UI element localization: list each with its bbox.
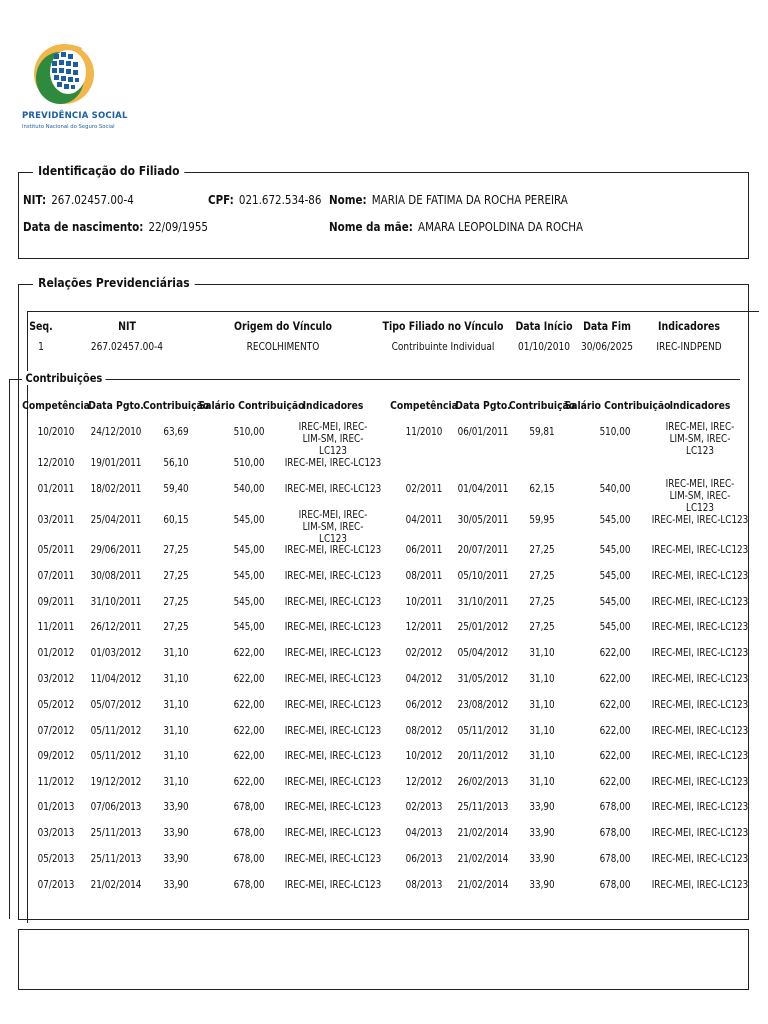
cell-indicadores: IREC-MEI, IREC-LC123	[284, 596, 382, 608]
vinculo-value-origem: RECOLHIMENTO	[246, 340, 320, 353]
footer-box	[18, 929, 749, 990]
cell-contribuicao: 27,25	[163, 570, 189, 582]
cell-salario: 622,00	[233, 750, 265, 762]
cell-competencia: 05/2013	[37, 853, 75, 865]
cell-competencia-2: 04/2013	[405, 827, 443, 839]
cell-data-pgto-2: 30/05/2011	[457, 514, 509, 526]
logo-subtitle: Instituto Nacional do Seguro Social	[22, 124, 115, 130]
cell-indicadores: IREC-MEI, IREC-LIM-SM, IREC-LC123	[298, 421, 368, 457]
cell-competencia: 07/2013	[37, 879, 75, 891]
vinculo-value-tipo: Contribuinte Individual	[391, 340, 495, 353]
nome-field	[329, 193, 568, 207]
cell-competencia: 05/2012	[37, 699, 75, 711]
cell-competencia-2: 06/2011	[405, 544, 443, 556]
nome-value: MARIA DE FATIMA DA ROCHA PEREIRA	[371, 193, 568, 207]
vinculo-header-nit: NIT	[118, 319, 136, 333]
cell-contribuicao-2: 27,25	[529, 570, 555, 582]
cell-indicadores-2: IREC-MEI, IREC-LC123	[651, 621, 749, 633]
cell-data-pgto: 26/12/2011	[90, 621, 142, 633]
cell-salario-2: 540,00	[599, 483, 631, 495]
cell-indicadores: IREC-MEI, IREC-LC123	[284, 776, 382, 788]
cell-data-pgto-2: 25/01/2012	[457, 621, 509, 633]
cell-data-pgto-2: 20/11/2012	[457, 750, 509, 762]
cell-salario-2: 622,00	[599, 699, 631, 711]
previdencia-logo-icon	[32, 38, 104, 108]
cell-data-pgto: 25/04/2011	[90, 514, 142, 526]
cell-contribuicao: 33,90	[163, 827, 189, 839]
cell-data-pgto-2: 01/04/2011	[457, 483, 509, 495]
cell-indicadores-2: IREC-MEI, IREC-LC123	[651, 596, 749, 608]
cell-competencia-2: 06/2012	[405, 699, 443, 711]
cell-indicadores-2: IREC-MEI, IREC-LC123	[651, 827, 749, 839]
cell-competencia: 01/2013	[37, 801, 75, 813]
contrib-header-indicadores-2: Indicadores	[669, 399, 731, 412]
nit-label: NIT:	[23, 193, 47, 207]
contrib-header-contribuicao-2: Contribuição	[508, 399, 576, 412]
cell-contribuicao-2: 31,10	[529, 776, 555, 788]
contrib-header-salario: Salário Contribuição	[198, 399, 305, 412]
cell-data-pgto-2: 21/02/2014	[457, 827, 509, 839]
cell-indicadores: IREC-MEI, IREC-LC123	[284, 699, 382, 711]
cell-competencia: 07/2011	[37, 570, 75, 582]
cell-contribuicao: 27,25	[163, 596, 189, 608]
cell-indicadores-2: IREC-MEI, IREC-LIM-SM, IREC-LC123	[665, 478, 735, 514]
contrib-header-competencia-2: Competência	[390, 399, 458, 412]
cell-salario: 622,00	[233, 776, 265, 788]
cpf-field	[208, 193, 321, 207]
mae-value: AMARA LEOPOLDINA DA ROCHA	[418, 220, 584, 234]
cell-data-pgto: 11/04/2012	[90, 673, 142, 685]
cell-competencia-2: 11/2010	[405, 426, 443, 438]
cell-salario-2: 678,00	[599, 801, 631, 813]
cell-salario-2: 545,00	[599, 570, 631, 582]
nome-label: Nome:	[329, 193, 367, 207]
cell-contribuicao-2: 27,25	[529, 596, 555, 608]
logo-title: PREVIDÊNCIA SOCIAL	[22, 111, 128, 121]
cell-indicadores: IREC-MEI, IREC-LC123	[284, 750, 382, 762]
nit-value: 267.02457.00-4	[51, 193, 134, 207]
cell-data-pgto: 25/11/2013	[90, 853, 142, 865]
cell-contribuicao: 31,10	[163, 699, 189, 711]
cell-contribuicao: 31,10	[163, 750, 189, 762]
cell-contribuicao: 56,10	[163, 457, 189, 469]
vinculo-header-data-fim: Data Fim	[583, 319, 631, 333]
cell-competencia: 10/2010	[37, 426, 75, 438]
cell-indicadores-2: IREC-MEI, IREC-LC123	[651, 853, 749, 865]
cell-salario: 678,00	[233, 827, 265, 839]
cell-competencia-2: 08/2011	[405, 570, 443, 582]
cell-data-pgto: 29/06/2011	[90, 544, 142, 556]
nascimento-label: Data de nascimento:	[23, 220, 144, 234]
cell-competencia-2: 04/2012	[405, 673, 443, 685]
cell-contribuicao-2: 27,25	[529, 544, 555, 556]
cell-data-pgto-2: 31/10/2011	[457, 596, 509, 608]
mae-label: Nome da mãe:	[329, 220, 413, 234]
cell-salario-2: 545,00	[599, 621, 631, 633]
contribuicoes-legend: Contribuições	[22, 371, 106, 385]
cell-salario: 510,00	[233, 426, 265, 438]
cell-indicadores-2: IREC-MEI, IREC-LC123	[651, 673, 749, 685]
cell-salario: 622,00	[233, 647, 265, 659]
cell-competencia-2: 10/2011	[405, 596, 443, 608]
cell-competencia: 03/2011	[37, 514, 75, 526]
cell-indicadores-2: IREC-MEI, IREC-LC123	[651, 570, 749, 582]
contrib-header-data-pgto-2: Data Pgto.	[455, 399, 511, 412]
cell-contribuicao: 60,15	[163, 514, 189, 526]
cell-salario: 622,00	[233, 699, 265, 711]
vinculo-header-indicadores: Indicadores	[657, 319, 721, 333]
cell-salario-2: 545,00	[599, 544, 631, 556]
cell-salario: 545,00	[233, 596, 265, 608]
identificacao-legend: Identificação do Filiado	[33, 163, 185, 178]
cell-salario: 545,00	[233, 621, 265, 633]
cell-salario-2: 510,00	[599, 426, 631, 438]
cell-contribuicao-2: 33,90	[529, 879, 555, 891]
cell-salario: 510,00	[233, 457, 265, 469]
cell-data-pgto-2: 25/11/2013	[457, 801, 509, 813]
cell-indicadores: IREC-MEI, IREC-LC123	[284, 647, 382, 659]
vinculo-value-data-inicio: 01/10/2010	[518, 340, 570, 353]
cell-contribuicao-2: 31,10	[529, 699, 555, 711]
contrib-header-salario-2: Salário Contribuição	[564, 399, 671, 412]
cell-salario: 540,00	[233, 483, 265, 495]
mae-field	[329, 220, 583, 234]
cell-competencia: 05/2011	[37, 544, 75, 556]
cell-data-pgto-2: 05/04/2012	[457, 647, 509, 659]
cell-competencia: 01/2012	[37, 647, 75, 659]
vinculo-header-origem: Origem do Vínculo	[234, 319, 332, 333]
cell-competencia-2: 04/2011	[405, 514, 443, 526]
nascimento-value: 22/09/1955	[148, 220, 209, 234]
cell-salario-2: 545,00	[599, 596, 631, 608]
nit-field	[23, 193, 134, 207]
cell-data-pgto: 05/07/2012	[90, 699, 142, 711]
cell-competencia: 11/2012	[37, 776, 75, 788]
cell-indicadores: IREC-MEI, IREC-LC123	[284, 457, 382, 469]
cell-indicadores-2: IREC-MEI, IREC-LC123	[651, 750, 749, 762]
cell-contribuicao-2: 31,10	[529, 750, 555, 762]
cell-competencia: 12/2010	[37, 457, 75, 469]
cell-data-pgto-2: 26/02/2013	[457, 776, 509, 788]
cpf-label: CPF:	[208, 193, 234, 207]
vinculo-value-seq: 1	[38, 340, 44, 353]
cell-data-pgto-2: 21/02/2014	[457, 879, 509, 891]
cell-indicadores: IREC-MEI, IREC-LC123	[284, 673, 382, 685]
cell-contribuicao: 27,25	[163, 621, 189, 633]
vinculo-value-data-fim: 30/06/2025	[581, 340, 633, 353]
cell-competencia-2: 12/2012	[405, 776, 443, 788]
cell-contribuicao-2: 31,10	[529, 673, 555, 685]
cell-salario-2: 622,00	[599, 673, 631, 685]
cell-data-pgto: 19/12/2012	[90, 776, 142, 788]
cell-data-pgto: 30/08/2011	[90, 570, 142, 582]
cell-salario: 545,00	[233, 544, 265, 556]
cell-contribuicao-2: 27,25	[529, 621, 555, 633]
cell-indicadores: IREC-MEI, IREC-LC123	[284, 621, 382, 633]
cell-salario: 545,00	[233, 570, 265, 582]
cell-contribuicao-2: 33,90	[529, 827, 555, 839]
contrib-header-data-pgto: Data Pgto.	[88, 399, 144, 412]
cell-contribuicao: 33,90	[163, 879, 189, 891]
cell-data-pgto-2: 20/07/2011	[457, 544, 509, 556]
cell-indicadores: IREC-MEI, IREC-LIM-SM, IREC-LC123	[298, 509, 368, 545]
cell-indicadores-2: IREC-MEI, IREC-LC123	[651, 879, 749, 891]
cell-data-pgto: 05/11/2012	[90, 725, 142, 737]
cell-salario: 678,00	[233, 801, 265, 813]
cell-salario-2: 545,00	[599, 514, 631, 526]
cell-competencia: 09/2011	[37, 596, 75, 608]
cell-data-pgto-2: 05/11/2012	[457, 725, 509, 737]
cell-contribuicao-2: 31,10	[529, 725, 555, 737]
cell-salario-2: 622,00	[599, 647, 631, 659]
cell-data-pgto: 05/11/2012	[90, 750, 142, 762]
cell-contribuicao-2: 59,81	[529, 426, 555, 438]
cell-competencia: 11/2011	[37, 621, 75, 633]
vinculo-header-seq: Seq.	[29, 319, 53, 333]
cell-contribuicao-2: 62,15	[529, 483, 555, 495]
cell-competencia-2: 06/2013	[405, 853, 443, 865]
previdencia-logo	[18, 38, 128, 138]
cell-data-pgto: 31/10/2011	[90, 596, 142, 608]
cell-contribuicao: 27,25	[163, 544, 189, 556]
cell-indicadores: IREC-MEI, IREC-LC123	[284, 853, 382, 865]
identificacao-section	[18, 163, 749, 259]
cell-contribuicao-2: 33,90	[529, 853, 555, 865]
cell-indicadores-2: IREC-MEI, IREC-LC123	[651, 801, 749, 813]
cell-data-pgto: 21/02/2014	[90, 879, 142, 891]
cell-salario-2: 678,00	[599, 827, 631, 839]
cpf-value: 021.672.534-86	[238, 193, 322, 207]
cell-salario-2: 678,00	[599, 879, 631, 891]
cell-competencia-2: 08/2013	[405, 879, 443, 891]
cell-salario: 545,00	[233, 514, 265, 526]
cell-salario-2: 622,00	[599, 725, 631, 737]
cell-contribuicao: 33,90	[163, 801, 189, 813]
cell-indicadores: IREC-MEI, IREC-LC123	[284, 827, 382, 839]
cell-salario: 622,00	[233, 673, 265, 685]
cell-indicadores-2: IREC-MEI, IREC-LC123	[651, 647, 749, 659]
cell-indicadores: IREC-MEI, IREC-LC123	[284, 544, 382, 556]
cell-competencia: 03/2013	[37, 827, 75, 839]
cell-competencia: 07/2012	[37, 725, 75, 737]
cell-salario-2: 622,00	[599, 776, 631, 788]
cell-data-pgto: 25/11/2013	[90, 827, 142, 839]
cell-indicadores: IREC-MEI, IREC-LC123	[284, 483, 382, 495]
relacoes-legend: Relações Previdenciárias	[33, 275, 195, 290]
cell-contribuicao: 63,69	[163, 426, 189, 438]
cell-data-pgto-2: 21/02/2014	[457, 853, 509, 865]
cell-contribuicao: 31,10	[163, 776, 189, 788]
cell-indicadores: IREC-MEI, IREC-LC123	[284, 879, 382, 891]
cell-indicadores-2: IREC-MEI, IREC-LC123	[651, 699, 749, 711]
cell-indicadores-2: IREC-MEI, IREC-LC123	[651, 776, 749, 788]
vinculo-header-data-inicio: Data Início	[515, 319, 573, 333]
cell-indicadores: IREC-MEI, IREC-LC123	[284, 801, 382, 813]
cell-competencia-2: 12/2011	[405, 621, 443, 633]
cell-contribuicao-2: 33,90	[529, 801, 555, 813]
cell-data-pgto: 24/12/2010	[90, 426, 142, 438]
cell-indicadores-2: IREC-MEI, IREC-LC123	[651, 725, 749, 737]
cell-data-pgto-2: 06/01/2011	[457, 426, 509, 438]
cell-competencia-2: 02/2013	[405, 801, 443, 813]
cell-contribuicao: 31,10	[163, 673, 189, 685]
cell-data-pgto: 18/02/2011	[90, 483, 142, 495]
cell-competencia: 09/2012	[37, 750, 75, 762]
cell-contribuicao: 33,90	[163, 853, 189, 865]
cell-data-pgto: 07/06/2013	[90, 801, 142, 813]
contrib-header-contribuicao: Contribuição	[142, 399, 210, 412]
cell-salario-2: 622,00	[599, 750, 631, 762]
cell-data-pgto-2: 31/05/2012	[457, 673, 509, 685]
contrib-header-indicadores: Indicadores	[302, 399, 364, 412]
vinculo-value-indicadores: IREC-INDPEND	[656, 340, 722, 353]
cell-contribuicao: 59,40	[163, 483, 189, 495]
cell-indicadores-2: IREC-MEI, IREC-LC123	[651, 514, 749, 526]
cell-data-pgto: 19/01/2011	[90, 457, 142, 469]
cell-salario: 622,00	[233, 725, 265, 737]
cell-competencia-2: 02/2012	[405, 647, 443, 659]
cell-competencia: 01/2011	[37, 483, 75, 495]
cell-data-pgto-2: 05/10/2011	[457, 570, 509, 582]
vinculo-value-nit: 267.02457.00-4	[90, 340, 164, 353]
contrib-header-competencia: Competência	[22, 399, 90, 412]
cell-contribuicao: 31,10	[163, 647, 189, 659]
cell-competencia-2: 10/2012	[405, 750, 443, 762]
cell-data-pgto: 01/03/2012	[90, 647, 142, 659]
cell-contribuicao-2: 59,95	[529, 514, 555, 526]
cell-competencia-2: 02/2011	[405, 483, 443, 495]
cell-indicadores-2: IREC-MEI, IREC-LC123	[651, 544, 749, 556]
cell-competencia-2: 08/2012	[405, 725, 443, 737]
cell-salario-2: 678,00	[599, 853, 631, 865]
cell-salario: 678,00	[233, 879, 265, 891]
cell-contribuicao: 31,10	[163, 725, 189, 737]
cell-salario: 678,00	[233, 853, 265, 865]
vinculo-header-tipo: Tipo Filiado no Vínculo	[382, 319, 504, 333]
cell-indicadores: IREC-MEI, IREC-LC123	[284, 725, 382, 737]
cell-competencia: 03/2012	[37, 673, 75, 685]
cell-data-pgto-2: 23/08/2012	[457, 699, 509, 711]
cell-indicadores-2: IREC-MEI, IREC-LIM-SM, IREC-LC123	[665, 421, 735, 457]
nascimento-field	[23, 220, 208, 234]
cell-indicadores: IREC-MEI, IREC-LC123	[284, 570, 382, 582]
cell-contribuicao-2: 31,10	[529, 647, 555, 659]
